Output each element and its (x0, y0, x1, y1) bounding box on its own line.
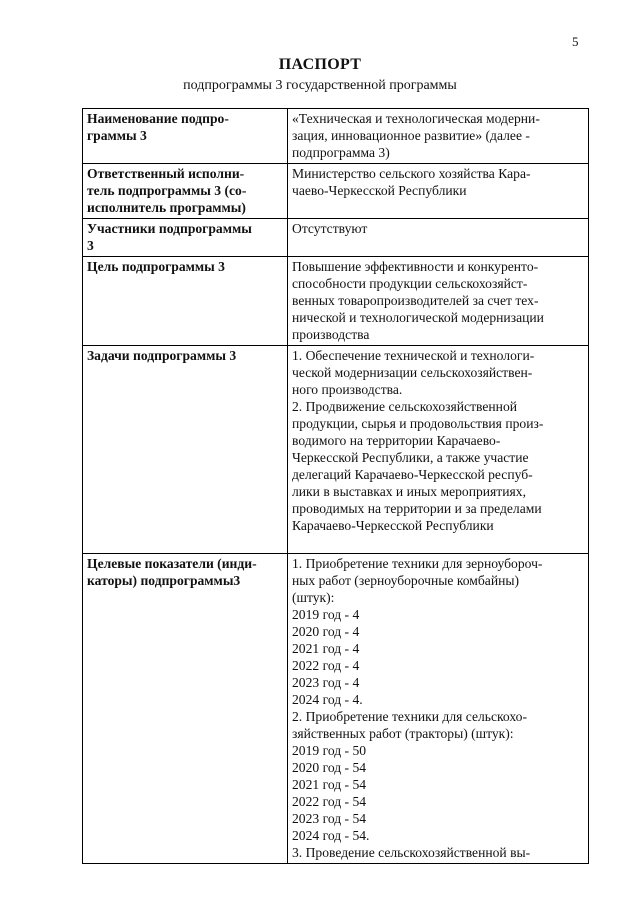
row-value-line (292, 534, 584, 551)
table-row (83, 554, 589, 864)
row-label-line: Участники подпрограммы (87, 221, 252, 236)
row-value-line: проводимых на территории и за пределами (292, 501, 542, 516)
row-value-cell (288, 219, 589, 257)
row-value-line: венных товаропроизводителей за счет тех- (292, 293, 539, 308)
row-value-line: подпрограмма 3) (292, 145, 390, 160)
row-value-line: 2. Приобретение техники для сельскохо- (292, 709, 527, 724)
row-label-line: Цель подпрограммы 3 (87, 259, 225, 274)
row-label-cell (83, 257, 288, 346)
row-value-line: делегаций Карачаево-Черкесской респуб- (292, 467, 533, 482)
row-value-line: ного производства. (292, 382, 403, 397)
row-value-line: 2023 год - 4 (292, 675, 360, 690)
row-value-line: способности продукции сельскохозяйст- (292, 276, 528, 291)
row-value-line: 2023 год - 54 (292, 811, 367, 826)
row-label-line: Задачи подпрограммы 3 (87, 348, 237, 363)
table-row (83, 219, 589, 257)
row-value-line: Карачаево-Черкесской Республики (292, 518, 494, 533)
row-value-line: Повышение эффективности и конкуренто- (292, 259, 539, 274)
row-label-line: 3 (87, 238, 94, 253)
row-value-line: 1. Приобретение техники для зерноубороч- (292, 556, 543, 571)
document-subtitle: подпрограммы 3 государственной программы (183, 78, 457, 93)
row-value-line: 2019 год - 50 (292, 743, 367, 758)
row-value-line: производства (292, 327, 370, 342)
row-label-line: исполнитель программы) (87, 200, 246, 215)
row-value-line: 3. Проведение сельскохозяйственной вы- (292, 845, 531, 860)
row-value-cell (288, 554, 589, 864)
row-label-cell (83, 164, 288, 219)
row-label-line: каторы) подпрограммы3 (87, 573, 241, 588)
row-value-line: 2021 год - 4 (292, 641, 360, 656)
row-value-line: лики в выставках и иных мероприятиях, (292, 484, 526, 499)
row-value-line: (штук): (292, 590, 335, 605)
row-value-line: 1. Обеспечение технической и технологи- (292, 348, 535, 363)
table-row (83, 346, 589, 554)
passport-table (82, 108, 589, 864)
document-title: ПАСПОРТ (278, 56, 362, 73)
row-value-line: ческой модернизации сельскохозяйствен- (292, 365, 533, 380)
table-row (83, 257, 589, 346)
row-value-line: чаево-Черкесской Республики (292, 183, 467, 198)
row-value-line: 2020 год - 4 (292, 624, 360, 639)
row-label-line: Ответственный исполни- (87, 166, 245, 181)
row-value-line: 2021 год - 54 (292, 777, 367, 792)
row-label-line: граммы 3 (87, 128, 147, 143)
row-value-line: 2024 год - 4. (292, 692, 363, 707)
row-value-line: зяйственных работ (тракторы) (штук): (292, 726, 514, 741)
row-value-cell (288, 164, 589, 219)
row-label-cell (83, 346, 288, 554)
row-value-line: Черкесской Республики, а также участие (292, 450, 529, 465)
row-value-line: 2022 год - 54 (292, 794, 367, 809)
table-row (83, 109, 589, 164)
row-label-cell (83, 219, 288, 257)
row-value-line: ных работ (зерноуборочные комбайны) (292, 573, 520, 588)
row-value-line: Отсутствуют (292, 221, 368, 236)
row-value-line: продукции, сырья и продовольствия произ- (292, 416, 544, 431)
row-label-line: тель подпрограммы 3 (со- (87, 183, 247, 198)
row-value-line: Министерство сельского хозяйства Кара- (292, 166, 531, 181)
row-value-line: 2019 год - 4 (292, 607, 360, 622)
row-label-line: Наименование подпро- (87, 111, 229, 126)
row-value-line: «Техническая и технологическая модерни- (292, 111, 540, 126)
row-value-line: нической и технологической модернизации (292, 310, 544, 325)
row-value-line: 2024 год - 54. (292, 828, 370, 843)
row-value-line: водимого на территории Карачаево- (292, 433, 501, 448)
row-value-line: 2022 год - 4 (292, 658, 360, 673)
page-number: 5 (572, 34, 579, 49)
row-label-cell (83, 554, 288, 864)
row-value-cell (288, 257, 589, 346)
row-label-line: Целевые показатели (инди- (87, 556, 257, 571)
row-value-line: зация, инновационное развитие» (далее - (292, 128, 530, 143)
row-label-cell (83, 109, 288, 164)
table-row (83, 164, 589, 219)
row-value-line: 2. Продвижение сельскохозяйственной (292, 399, 518, 414)
row-value-cell (288, 346, 589, 554)
row-value-cell (288, 109, 589, 164)
row-value-line: 2020 год - 54 (292, 760, 367, 775)
